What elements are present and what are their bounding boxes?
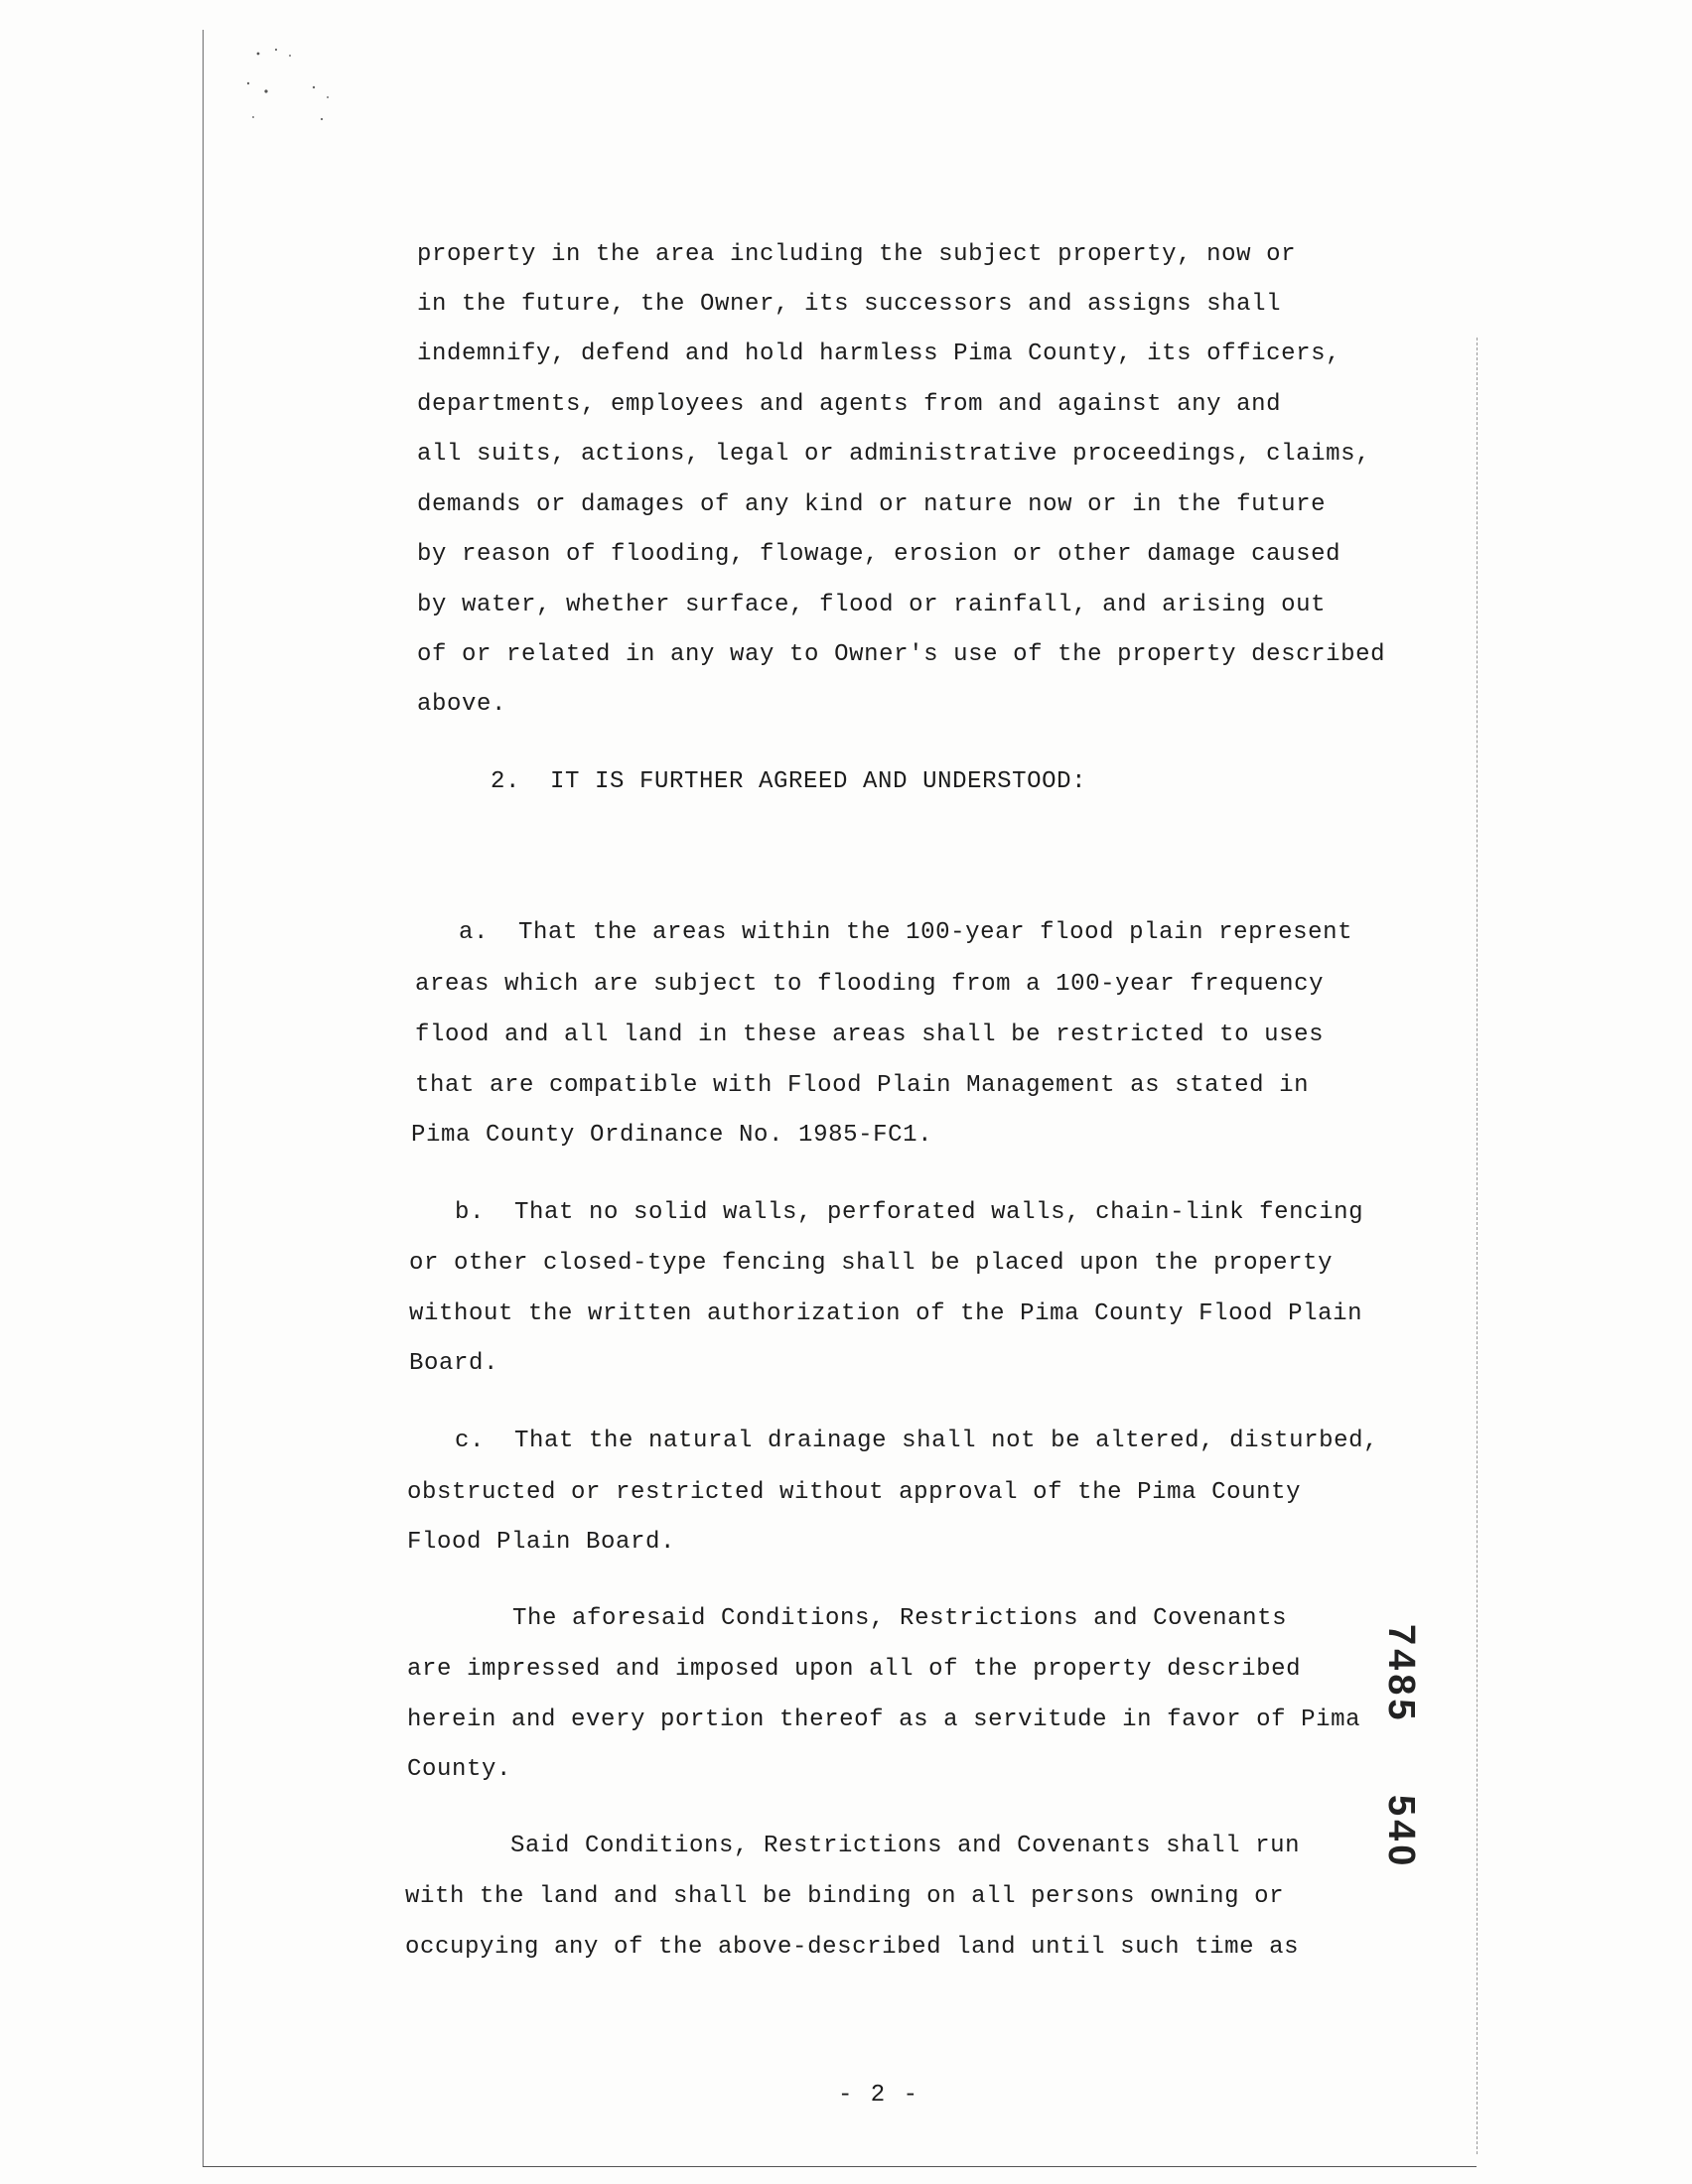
text-line: all suits, actions, legal or administrative proceedings, claims, <box>417 441 1371 468</box>
text-line: property in the area including the subject property, now or <box>417 241 1297 268</box>
run-with-land-line: with the land and shall be binding on all persons owning or <box>405 1883 1285 1910</box>
scan-bottom-edge <box>203 2166 1477 2167</box>
scan-specks <box>218 40 367 139</box>
item-b-line: or other closed-type fencing shall be placed upon the property <box>409 1250 1334 1277</box>
item-b-line: Board. <box>409 1350 499 1377</box>
servitude-line: herein and every portion thereof as a servitude in favor of Pima <box>407 1706 1361 1733</box>
item-a-line: flood and all land in these areas shall be restricted to uses <box>415 1022 1325 1048</box>
servitude-line: The aforesaid Conditions, Restrictions and Covenants <box>512 1605 1288 1632</box>
run-with-land-line: occupying any of the above-described land until such time as <box>405 1934 1300 1961</box>
text-line: of or related in any way to Owner's use of the property described <box>417 641 1386 668</box>
item-a-line: areas which are subject to flooding from a 100-year frequency <box>415 971 1325 998</box>
item-a-line: a. That the areas within the 100-year flood plain represent <box>459 919 1353 946</box>
page-number: - 2 - <box>838 2082 920 2109</box>
text-line: indemnify, defend and hold harmless Pima County, its officers, <box>417 341 1341 367</box>
item-b-line: without the written authorization of the Pima County Flood Plain <box>409 1300 1363 1327</box>
recording-stamp-docket: 7485 <box>1380 1624 1422 1724</box>
scan-left-edge <box>203 30 204 2166</box>
text-line: above. <box>417 691 507 718</box>
item-c-line: Flood Plain Board. <box>407 1529 676 1556</box>
scan-right-edge <box>1477 338 1478 2154</box>
section-heading: 2. IT IS FURTHER AGREED AND UNDERSTOOD: <box>491 768 1087 795</box>
recording-stamp-page: 540 <box>1380 1795 1422 1870</box>
text-line: in the future, the Owner, its successors and assigns shall <box>417 291 1282 318</box>
text-line: by reason of flooding, flowage, erosion or other damage caused <box>417 541 1341 568</box>
servitude-line: are impressed and imposed upon all of the property described <box>407 1656 1302 1683</box>
text-line: departments, employees and agents from and against any and <box>417 391 1282 418</box>
text-line: demands or damages of any kind or nature now or in the future <box>417 491 1327 518</box>
item-c-line: c. That the natural drainage shall not be altered, disturbed, <box>455 1428 1379 1454</box>
item-a-line: Pima County Ordinance No. 1985-FC1. <box>411 1122 933 1149</box>
text-line: by water, whether surface, flood or rainfall, and arising out <box>417 592 1327 618</box>
item-c-line: obstructed or restricted without approval of the Pima County <box>407 1479 1302 1506</box>
run-with-land-line: Said Conditions, Restrictions and Covenants shall run <box>510 1833 1301 1859</box>
servitude-line: County. <box>407 1756 512 1783</box>
item-a-line: that are compatible with Flood Plain Management as stated in <box>415 1072 1310 1099</box>
item-b-line: b. That no solid walls, perforated walls, chain-link fencing <box>455 1199 1364 1226</box>
